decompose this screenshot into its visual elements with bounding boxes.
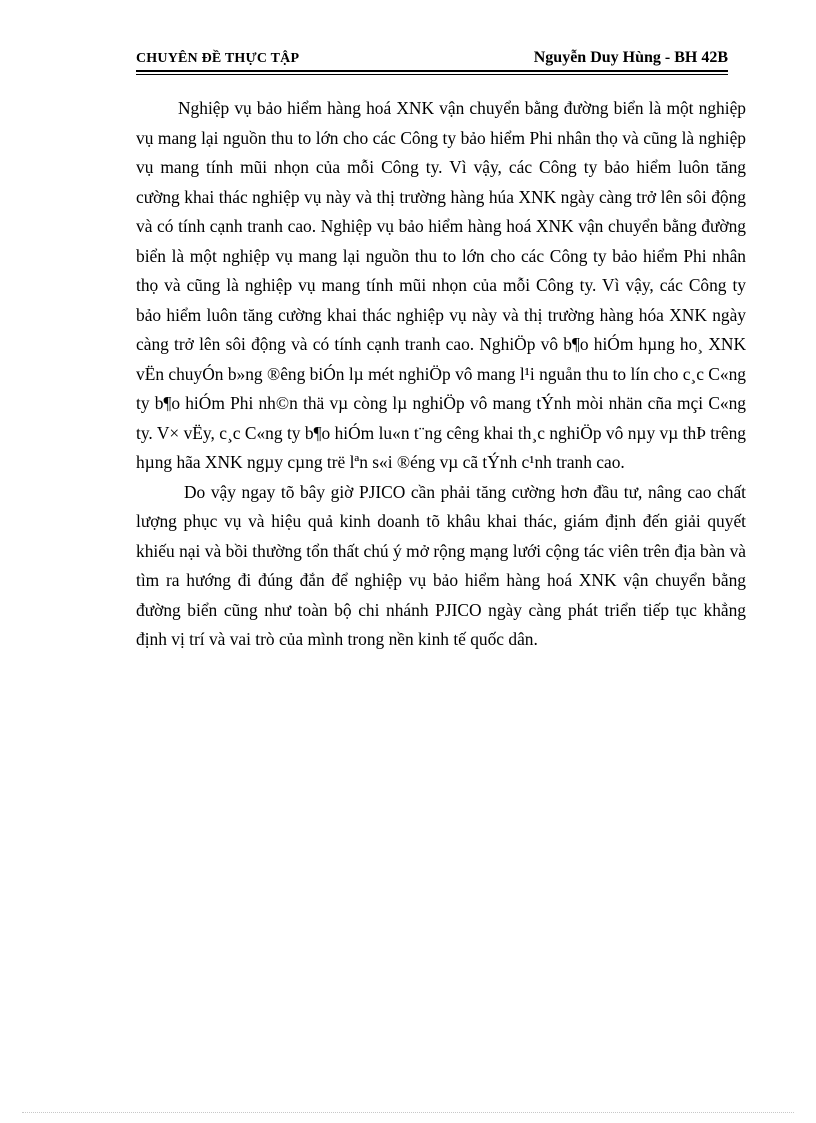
header-title: CHUYÊN ĐỀ THỰC TẬP [136, 51, 300, 66]
header-author: Nguyễn Duy Hùng - BH 42B [533, 49, 728, 66]
document-body [136, 94, 746, 655]
page-bottom-border [22, 1112, 794, 1113]
paragraph-2: Do vậy ngay tõ bây giờ PJICO cần phải tăng cường hơn đầu tư, nâng cao chất lượng phục vụ và hiệu quả kinh doanh tõ khâu khai thác, giám định đến giải quyết khiếu nại và bồi thường tổn thất chú ý mở rộng mạng lưới cộng tác viên trên địa bàn và tìm ra hướng đi đúng đắn để nghiệp vụ bảo hiểm hàng hoá XNK vận chuyển bằng đường biển cũng như toàn bộ chi nhánh PJICO ngày càng phát triển tiếp tục khẳng định vị trí và vai trò của mình trong nền kinh tế quốc dân. [136, 481, 746, 649]
header-rule-thick [136, 70, 728, 72]
page-header [136, 48, 728, 70]
header-rule-thin [136, 74, 728, 75]
paragraph-1: Nghiệp vụ bảo hiểm hàng hoá XNK vận chuyển bằng đường biển là một nghiệp vụ mang lại nguồn thu to lớn cho các Công ty bảo hiểm Phi nhân thọ và cũng là nghiệp vụ mang tính mũi nhọn của mỗi Công ty. Vì vậy, các Công ty bảo hiểm luôn tăng cường khai thác nghiệp vụ này và thị trường hàng húa XNK ngày càng trở lên sôi động và có tính cạnh tranh cao. Nghiệp vụ bảo hiểm hàng hoá XNK vận chuyển bằng đường biển là một nghiệp vụ mang lại nguồn thu to lớn cho các Công ty bảo hiểm Phi nhân thọ và cũng là nghiệp vụ mang tính mũi nhọn của mỗi Công ty. Vì vậy, các Công ty bảo hiểm luôn tăng cường khai thác nghiệp vụ này và thị trường hàng hóa XNK ngày càng trở lên sôi động và có tính cạnh tranh cao. NghiÖp vô b¶o hiÓm hµng ho¸ XNK vËn chuyÓn b»ng ®êng biÓn lµ mét nghiÖp vô mang l¹i nguån thu to lín cho c¸c C«ng ty b¶o hiÓm Phi nh©n thä vµ còng lµ nghiÖp vô mang tÝnh mòi nhän cña mçi C«ng ty. V× vËy, c¸c C«ng ty b¶o hiÓm lu«n t¨ng cêng khai th¸c nghiÖp vô nµy vµ thÞ trêng hµng hãa XNK ngµy cµng trë lªn s«i ®éng vµ cã tÝnh c¹nh tranh cao. [136, 98, 746, 472]
